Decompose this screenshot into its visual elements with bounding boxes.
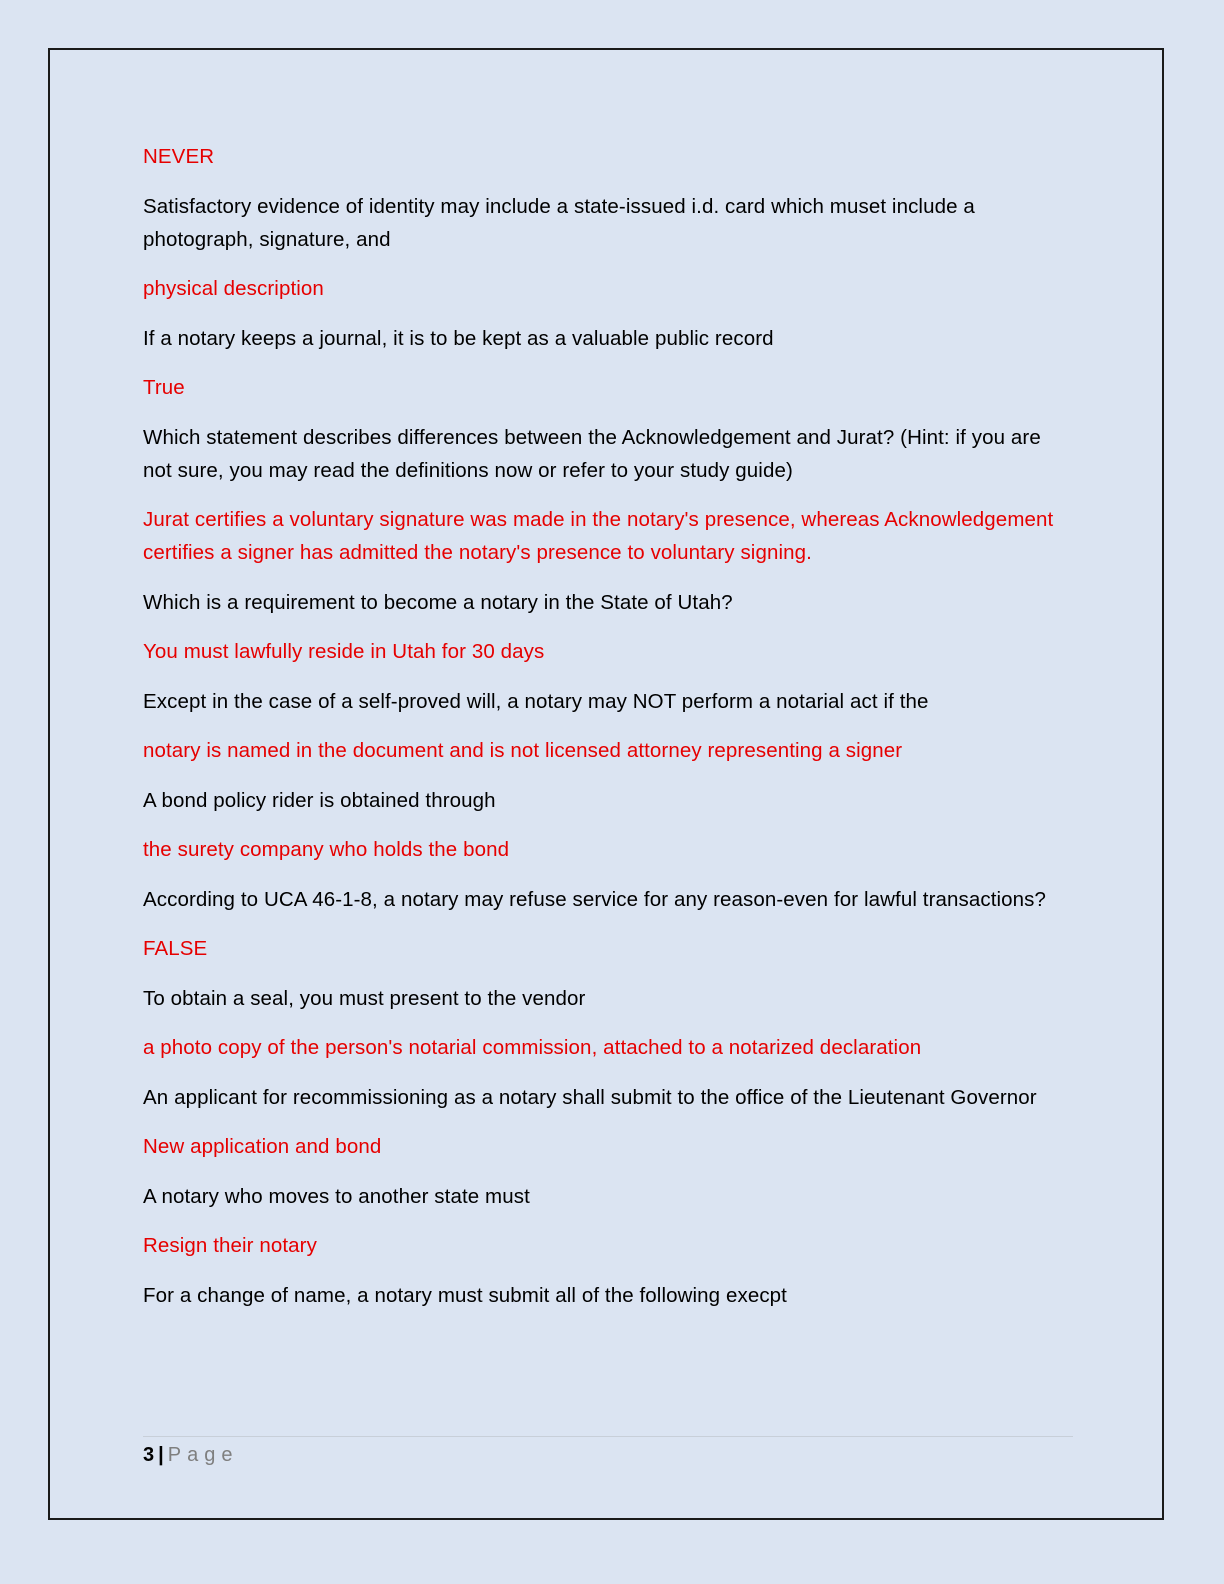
question-text: Which is a requirement to become a notary in the State of Utah? [143,590,733,614]
question-text: Except in the case of a self-proved will, a notary may NOT perform a notarial act if the [143,689,929,713]
question-text: A notary who moves to another state must [143,1184,530,1208]
answer-text: New application and bond [143,1135,382,1158]
answer-text: Jurat certifies a voluntary signature was made in the notary's presence, whereas Acknowledgement certifies a signer has admitted the notary's presence to voluntary signing. [143,508,1054,564]
answer-text: notary is named in the document and is not licensed attorney representing a signer [143,739,903,762]
question-text: To obtain a seal, you must present to the vendor [143,986,586,1010]
answer-text: Resign their notary [143,1234,317,1257]
question-text: If a notary keeps a journal, it is to be kept as a valuable public record [143,326,774,350]
answer-text: a photo copy of the person's notarial commission, attached to a notarized declaration [143,1036,922,1059]
footer-separator: | [158,1444,164,1466]
question-text: A bond policy rider is obtained through [143,788,496,812]
answer-text: NEVER [143,145,215,168]
answer-text: the surety company who holds the bond [143,838,510,861]
question-text: According to UCA 46-1-8, a notary may refuse service for any reason-even for lawful transactions? [143,887,1047,911]
question-text: Which statement describes differences between the Acknowledgement and Jurat? (Hint: if you are not sure, you may read the definitions now or refer to your study guide) [143,425,1041,482]
answer-text: FALSE [143,937,208,960]
question-text: For a change of name, a notary must submit all of the following execpt [143,1283,787,1307]
answer-text: You must lawfully reside in Utah for 30 days [143,640,545,663]
document-body [143,140,1073,1328]
answer-text: physical description [143,277,324,300]
page-label: Page [167,1444,239,1466]
question-text: Satisfactory evidence of identity may include a state-issued i.d. card which muset include a photograph, signature, and [143,194,975,251]
page-number: 3 [143,1444,155,1466]
answer-text: True [143,376,185,399]
question-text: An applicant for recommissioning as a notary shall submit to the office of the Lieutenant Governor [143,1085,1037,1109]
page-footer [143,1436,1073,1469]
